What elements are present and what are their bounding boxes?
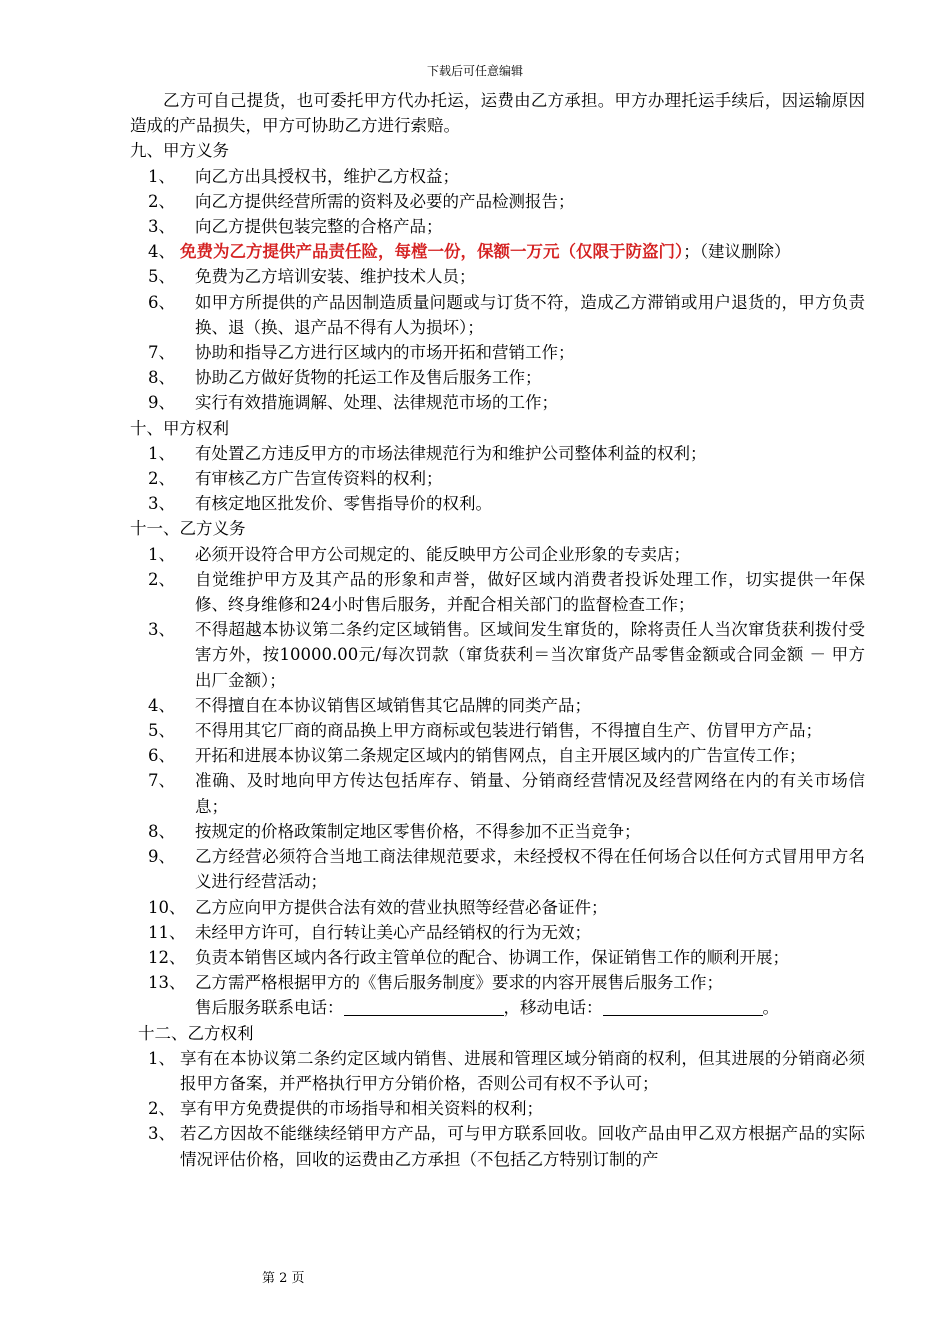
- item-number: 5、: [148, 267, 175, 287]
- list-item: [130, 768, 865, 818]
- item-number: 11、: [148, 922, 186, 942]
- item-number: 2、: [148, 1099, 175, 1119]
- item-number: 2、: [148, 569, 175, 589]
- item-text: 必须开设符合甲方公司规定的、能反映甲方公司企业形象的专卖店；: [195, 544, 690, 564]
- list-item: [130, 743, 865, 768]
- item-number: 3、: [148, 494, 175, 514]
- item-text: 如甲方所提供的产品因制造质量问题或与订货不符，造成乙方滞销或用户退货的，甲方负责换、退（换、退产品不得有人为损坏）；: [195, 292, 865, 337]
- list-item: [130, 895, 865, 920]
- item-text: 准确、及时地向甲方传达包括库存、销量、分销商经营情况及经营网络在内的有关市场信息；: [195, 771, 865, 816]
- list-item: [130, 264, 865, 289]
- section-12-title: 十二、乙方权利: [138, 1023, 254, 1043]
- item-number: 2、: [148, 469, 175, 489]
- item-number: 5、: [148, 721, 175, 741]
- item-text: 若乙方因故不能继续经销甲方产品，可与甲方联系回收。回收产品由甲乙双方根据产品的实际情况评估价格，回收的运费由乙方承担（不包括乙方特别订制的产: [180, 1124, 865, 1169]
- item-number: 1、: [148, 166, 175, 186]
- item-number: 4、: [148, 695, 175, 715]
- mobile-phone-label: ，移动电话：: [503, 998, 603, 1018]
- list-item: [130, 970, 865, 995]
- item-number: 7、: [148, 343, 175, 363]
- item-number: 7、: [148, 771, 175, 791]
- item-number: 9、: [148, 847, 175, 867]
- list-item: [130, 1096, 865, 1121]
- highlighted-text: 免费为乙方提供产品责任险，每樘一份，保额一万元（仅限于防盗门）: [180, 242, 684, 262]
- intro-paragraph: 乙方可自己提货，也可委托甲方代办托运，运费由乙方承担。甲方办理托运手续后，因运输原因造成的产品损失，甲方可协助乙方进行索赔。: [130, 91, 865, 136]
- list-item: [130, 214, 865, 239]
- item-number: 9、: [148, 393, 175, 413]
- page-footer: 第 2 页: [262, 1271, 305, 1286]
- item-text: 乙方经营必须符合当地工商法律规范要求，未经授权不得在任何场合以任何方式冒用甲方名义进行经营活动；: [195, 847, 865, 892]
- list-item: [130, 189, 865, 214]
- item-number: 1、: [148, 443, 175, 463]
- item-number: 3、: [148, 217, 175, 237]
- list-item: [130, 441, 865, 466]
- item-text: 协助乙方做好货物的托运工作及售后服务工作；: [195, 368, 542, 388]
- item-number: 3、: [148, 1124, 175, 1144]
- item-text: 负责本销售区域内各行政主管单位的配合、协调工作，保证销售工作的顺利开展；: [195, 947, 789, 967]
- item-number: 4、: [148, 242, 175, 262]
- item-text: 享有甲方免费提供的市场指导和相关资料的权利；: [180, 1099, 543, 1119]
- list-item: [130, 945, 865, 970]
- list-item: [130, 844, 865, 894]
- list-item: [130, 1121, 865, 1171]
- list-item: [130, 239, 865, 264]
- item-text: ；（建议删除）: [683, 242, 791, 262]
- list-item: [130, 365, 865, 390]
- list-item: [130, 693, 865, 718]
- list-item: [130, 340, 865, 365]
- list-item: [130, 718, 865, 743]
- list-item: [130, 617, 865, 693]
- list-item: [130, 290, 865, 340]
- item-number: 1、: [148, 544, 175, 564]
- item-text: 有处置乙方违反甲方的市场法律规范行为和维护公司整体利益的权利；: [195, 443, 707, 463]
- document-body: [130, 88, 865, 1172]
- list-item: [130, 920, 865, 945]
- list-item: [130, 819, 865, 844]
- item-number: 10、: [148, 897, 186, 917]
- list-item: [130, 491, 865, 516]
- item-text: 不得擅自在本协议销售区域销售其它品牌的同类产品；: [195, 695, 591, 715]
- contact-line: [130, 995, 865, 1020]
- item-text-with-highlight: [180, 239, 865, 264]
- item-text: 乙方应向甲方提供合法有效的营业执照等经营必备证件；: [195, 897, 608, 917]
- item-text: 免费为乙方培训安装、维护技术人员；: [195, 267, 476, 287]
- item-text: 开拓和进展本协议第二条规定区域内的销售网点，自主开展区域内的广告宣传工作；: [195, 746, 806, 766]
- item-text: 享有在本协议第二条约定区域内销售、进展和管理区域分销商的权利，但其进展的分销商必须报甲方备案，并严格执行甲方分销价格，否则公司有权不予认可；: [180, 1048, 865, 1093]
- item-text: 自觉维护甲方及其产品的形象和声誉，做好区域内消费者投诉处理工作，切实提供一年保修、终身维修和24小时售后服务，并配合相关部门的监督检查工作；: [195, 569, 865, 615]
- item-text: 协助和指导乙方进行区域内的市场开拓和营销工作；: [195, 343, 575, 363]
- service-phone-label: 售后服务联系电话：: [195, 998, 344, 1018]
- item-text: 不得用其它厂商的商品换上甲方商标或包装进行销售，不得擅自生产、仿冒甲方产品；: [195, 721, 822, 741]
- item-number: 8、: [148, 368, 175, 388]
- item-number: 6、: [148, 746, 175, 766]
- contact-end: 。: [762, 998, 779, 1018]
- item-text: 向乙方出具授权书，维护乙方权益；: [195, 166, 459, 186]
- item-text: 按规定的价格政策制定地区零售价格，不得参加不正当竞争；: [195, 821, 641, 841]
- list-item: [130, 164, 865, 189]
- item-number: 8、: [148, 821, 175, 841]
- item-number: 13、: [148, 973, 186, 993]
- section-9-title: 九、甲方义务: [130, 141, 229, 161]
- item-text: 实行有效措施调解、处理、法律规范市场的工作；: [195, 393, 558, 413]
- page-header: 下载后可任意编辑: [426, 64, 523, 78]
- item-text: 乙方需严格根据甲方的《售后服务制度》要求的内容开展售后服务工作；: [195, 973, 723, 993]
- list-item: [130, 390, 865, 415]
- item-number: 3、: [148, 620, 175, 640]
- item-text: 向乙方提供包装完整的合格产品；: [195, 217, 443, 237]
- item-number: 6、: [148, 292, 175, 312]
- item-text: 有审核乙方广告宣传资料的权利；: [195, 469, 443, 489]
- item-number: 12、: [148, 947, 186, 967]
- item-number: 2、: [148, 191, 175, 211]
- list-item: [130, 567, 865, 617]
- list-item: [130, 1046, 865, 1096]
- list-item: [130, 542, 865, 567]
- item-text: 未经甲方许可，自行转让美心产品经销权的行为无效；: [195, 922, 591, 942]
- item-text: 向乙方提供经营所需的资料及必要的产品检测报告；: [195, 191, 575, 211]
- mobile-phone-blank[interactable]: [603, 997, 763, 1016]
- item-number: 1、: [148, 1048, 175, 1068]
- item-text: 不得超越本协议第二条约定区域销售。区域间发生窜货的，除将责任人当次窜货获利拨付受害方外，按10000.00元/每次罚款（窜货获利＝当次窜货产品零售金额或合同金额 － 甲方出厂金额）；: [195, 620, 865, 690]
- section-10-title: 十、甲方权利: [130, 418, 229, 438]
- list-item: [130, 466, 865, 491]
- section-11-title: 十一、乙方义务: [130, 519, 246, 539]
- service-phone-blank[interactable]: [344, 997, 504, 1016]
- item-text: 有核定地区批发价、零售指导价的权利。: [195, 494, 492, 514]
